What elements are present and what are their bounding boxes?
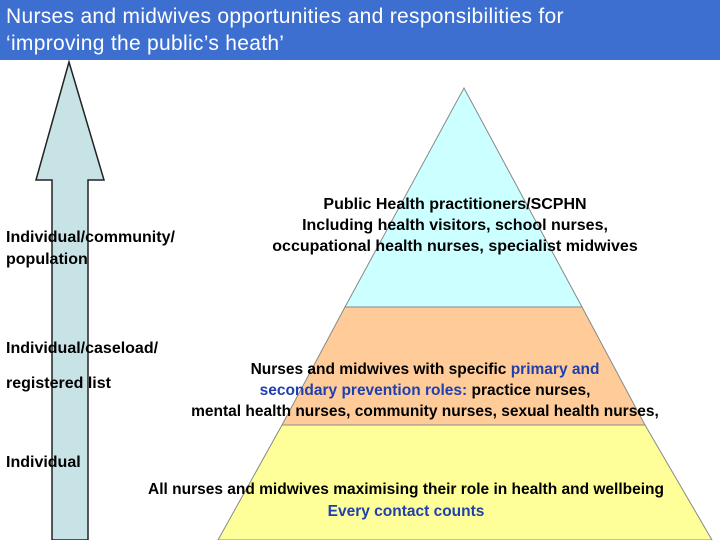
level-label-middle-line-1: Individual/caseload/: [6, 340, 159, 357]
level-label-top: [6, 227, 175, 271]
tier-top-line-3: occupational health nurses, specialist midwives: [272, 238, 638, 255]
level-label-middle-line-2: registered list: [6, 375, 111, 392]
tier-middle-text: [148, 359, 702, 422]
tier-middle-line-2: [148, 380, 702, 401]
tier-middle-highlight-2: secondary prevention roles:: [259, 382, 468, 399]
level-label-top-line-2: population: [6, 251, 88, 268]
tier-top-text: [240, 194, 670, 257]
tier-top-line-2: Including health visitors, school nurses,: [302, 217, 608, 234]
tier-bottom-line-1: All nurses and midwives maximising their role in health and wellbeing: [148, 481, 664, 498]
slide-title-line-1: Nurses and midwives opportunities and responsibilities for: [6, 5, 564, 28]
tier-middle-highlight-1: primary and: [510, 361, 600, 378]
tier-bottom-text: [100, 479, 712, 523]
slide-title-line-2: ‘improving the public’s heath’: [6, 32, 285, 55]
level-label-top-line-1: Individual/community/: [6, 229, 175, 246]
tier-top-line-1: Public Health practitioners/SCPHN: [323, 196, 587, 213]
tier-middle-line-1: [148, 359, 702, 380]
level-label-bottom: Individual: [6, 454, 81, 471]
tier-bottom-line-2: Every contact counts: [327, 503, 485, 520]
tier-middle-line-2-b: practice nurses,: [467, 382, 591, 399]
tier-middle-line-1-a: Nurses and midwives with specific: [250, 361, 511, 378]
tier-middle-line-3: mental health nurses, community nurses, sexual health nurses,: [191, 403, 659, 420]
